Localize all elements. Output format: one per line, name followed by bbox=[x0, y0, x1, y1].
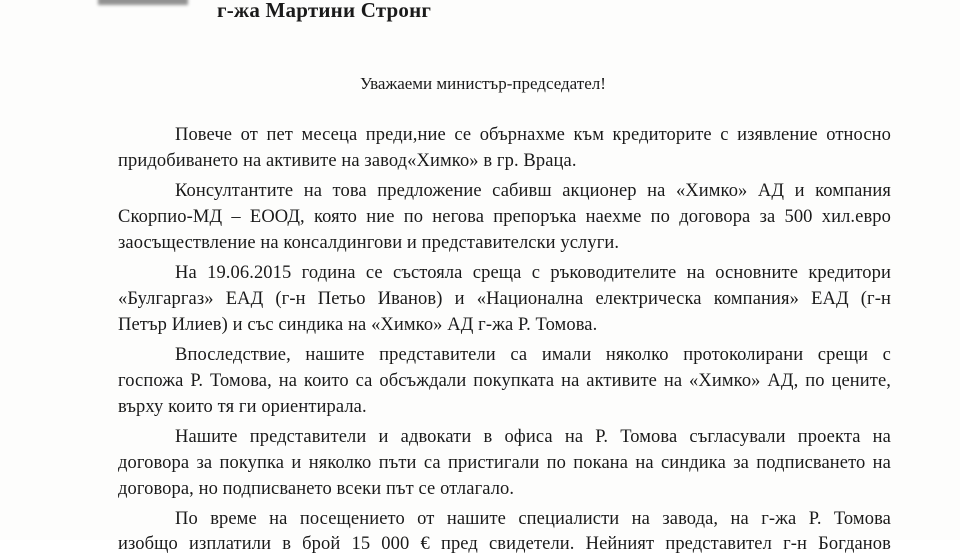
body-line: Консултантите на това предложение сабивш акционер на «Химко» АД и компания bbox=[175, 181, 891, 201]
body-line: договора, но подписването всеки път се отлагало. bbox=[118, 479, 515, 499]
body-line: върху които тя ги ориентирала. bbox=[118, 397, 367, 417]
salutation: Уважаеми министър-председател! bbox=[360, 74, 606, 93]
body-line: Повече от пет месеца преди,ние се обърнахме към кредиторите с изявление относно bbox=[175, 125, 891, 145]
body-line: «Булгаргаз» ЕАД (г-н Петьо Иванов) и «Национална електрическа компания» ЕАД (г-н bbox=[118, 289, 891, 309]
body-line: По време на посещението от нашите специалисти на завода, на г-жа Р. Томова bbox=[175, 509, 891, 529]
addressee: г-жа Мартини Стронг bbox=[217, 0, 432, 22]
body-line: Нашите представители и адвокати в офиса на Р. Томова съгласували проекта на bbox=[175, 427, 891, 447]
cropped-header-text bbox=[98, 0, 188, 5]
body-line: Впоследствие, нашите представители са имали няколко протоколирани срещи с bbox=[175, 345, 891, 365]
body-line: заосъществление на консалдингови и представителски услуги. bbox=[118, 233, 620, 253]
body-line: изобщо изплатили в брой 15 000 € пред свидетели. Нейният представител г-н Богданов bbox=[118, 534, 891, 554]
body-line: придобиването на активите на завод«Химко» в гр. Враца. bbox=[118, 151, 577, 171]
body-line: Скорпио-МД – ЕООД, която ние по негова препоръка наехме по договора за 500 хил.евро bbox=[118, 207, 891, 227]
body-line: На 19.06.2015 година се състояла среща с ръководителите на основните кредитори bbox=[175, 263, 891, 283]
body-line: договора за покупка и няколко пъти са пристигали по покана на синдика за подписването на bbox=[118, 453, 891, 473]
body-line: госпожа Р. Томова, на които са обсъждали покупката на активите на «Химко» АД, по цените, bbox=[118, 371, 891, 391]
body-line: Петър Илиев) и със синдика на «Химко» АД г-жа Р. Томова. bbox=[118, 315, 598, 335]
